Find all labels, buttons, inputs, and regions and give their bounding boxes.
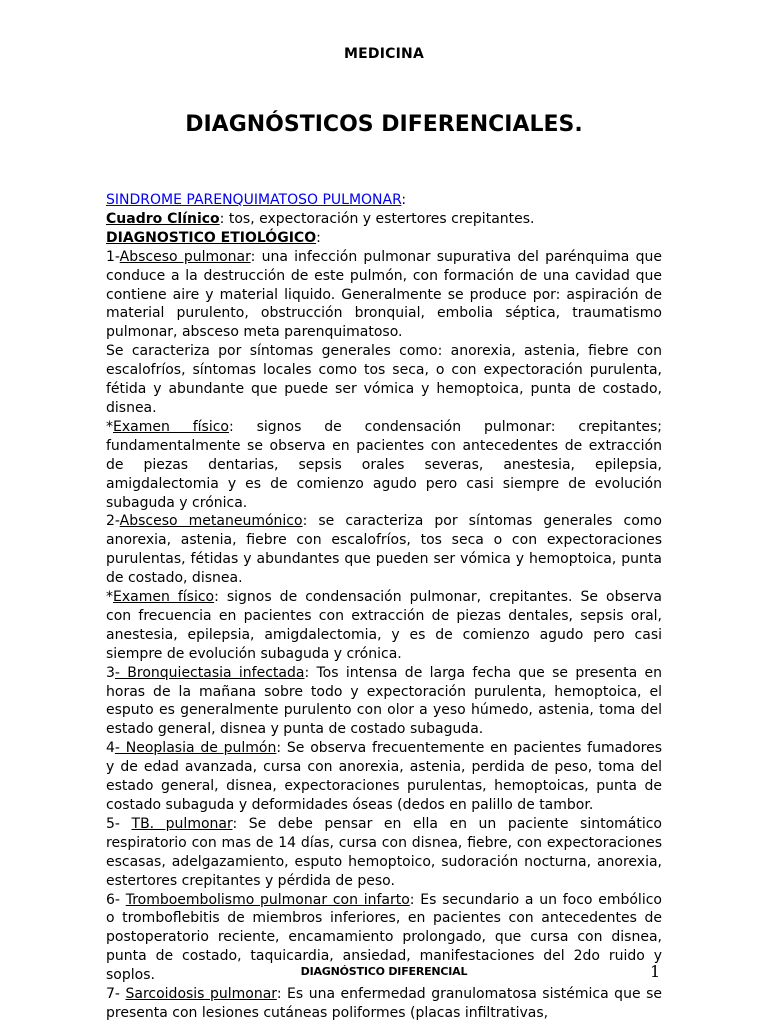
item-text: : Es una enfermedad granulomatosa sistémica que se presenta con lesiones cutáneas poliformes (placas infiltrativas, <box>106 986 662 1021</box>
document-body <box>106 191 662 1023</box>
section-heading <box>106 191 662 210</box>
item-prefix: 6- <box>106 891 126 908</box>
diagnostico-etiologico-suffix: : <box>316 229 321 246</box>
item-prefix: 4 <box>106 740 115 757</box>
item-term: Absceso pulmonar <box>119 248 251 265</box>
item-absceso-metaneumonico <box>106 512 662 588</box>
item-term: - Bronquiectasia infectada <box>114 664 305 681</box>
item-bronquiectasia <box>106 664 662 740</box>
item-text: : una infección pulmonar supurativa del parénquima que conduce a la destrucción de este pulmón, con formación de una cavidad que contiene aire y material liquido. Generalmente se produce por: aspiración de material purulento, obstrucción bronquial, embolia séptica, traumatismo pulmonar, absceso meta parenquimatoso. <box>106 248 662 341</box>
item-absceso-pulmonar <box>106 248 662 343</box>
item-tb-pulmonar <box>106 815 662 891</box>
item-neoplasia <box>106 739 662 815</box>
item-prefix: 5- <box>106 815 132 832</box>
document-header: MEDICINA <box>344 46 424 62</box>
item-term: Tromboembolismo pulmonar con infarto <box>125 891 410 908</box>
item-prefix: 3 <box>106 664 115 681</box>
item-absceso-pulmonar-sintomas: Se caracteriza por síntomas generales como: anorexia, astenia, fiebre con escalofríos, síntomas locales como tos seca, o con expectoración purulenta, fétida y abundante que puede ser vómica y hemoptoica, punta de costado, disnea. <box>106 343 662 416</box>
item-prefix: 2- <box>106 513 120 530</box>
item-prefix: 1- <box>106 248 120 265</box>
examen-prefix: * <box>106 418 113 435</box>
cuadro-clinico-label: Cuadro Clínico <box>106 210 220 227</box>
item-text: : Tos intensa de larga fecha que se presenta en horas de la mañana sobre todo y expectoración purulenta, hemoptoica, el esputo es generalmente purulento con olor a yeso húmedo, astenia, toma del estado general, disnea y punta de costado subaguda. <box>106 664 662 738</box>
item-text: : Es secundario a un foco embólico o tromboflebitis de miembros inferiores, en pacientes con antecedentes de postoperatorio reciente, encamamiento prolongado, que cursa con disnea, punta de costado, taquicardia, ansiedad, manifestaciones del 2do ruido y soplos. <box>106 891 662 984</box>
item-text: : Se observa frecuentemente en pacientes fumadores y de edad avanzada, cursa con anorexia, astenia, perdida de peso, toma del estado general, disnea, expectoraciones purulentas, hemoptoicas, punta de costado subaguda y deformidades óseas (dedos en palillo de tambor. <box>106 740 662 813</box>
cuadro-clinico-text: : tos, expectoración y estertores crepitantes. <box>219 210 535 227</box>
page-number: 1 <box>650 962 661 981</box>
item-term: TB. pulmonar <box>131 815 233 832</box>
cuadro-clinico-line <box>106 210 662 229</box>
item-term: - Neoplasia de pulmón <box>114 740 277 757</box>
examen-text: : signos de condensación pulmonar: crepitantes; fundamentalmente se observa en pacientes con antecedentes de extracción de piezas dentarias, sepsis orales severas, anestesia, epilepsia, amigdalectomia y es de comienzo agudo pero casi siempre de evolución subaguda y crónica. <box>106 418 662 511</box>
section-heading-suffix: : <box>401 192 407 208</box>
item-text: : Se debe pensar en ella en un paciente sintomático respiratorio con mas de 14 días, cursa con disnea, fiebre, con expectoraciones escasas, adelgazamiento, esputo hemoptoico, sudoración nocturna, anorexia, estertores crepitantes y pérdida de peso. <box>106 815 662 889</box>
item-term: Sarcoidosis pulmonar <box>125 986 277 1003</box>
item-text: : se caracteriza por síntomas generales como anorexia, astenia, fiebre con escalofríos, tos seca o con expectoraciones purulentas, fétidas y abundantes que pueden ser vómica y hemoptoica, punta de costado, disnea. <box>106 513 662 587</box>
item-prefix: 7- <box>106 986 126 1003</box>
examen-label: Examen físico <box>113 589 215 606</box>
diagnostico-etiologico-label: DIAGNOSTICO ETIOLÓGICO <box>106 229 317 246</box>
footer-label: DIAGNÓSTICO DIFERENCIAL <box>300 965 468 978</box>
section-heading-link[interactable]: SINDROME PARENQUIMATOSO PULMONAR <box>106 192 402 208</box>
examen-prefix: * <box>106 589 113 606</box>
item-sarcoidosis <box>106 985 662 1023</box>
examen-text: : signos de condensación pulmonar, crepitantes. Se observa con frecuencia en pacientes con extracción de piezas dentales, sepsis oral, anestesia, epilepsia, amigdalectomia, y es de comienzo agudo pero casi siempre de evolución subaguda y crónica. <box>106 589 662 662</box>
item-absceso-metaneumonico-examen <box>106 588 662 664</box>
page-title: DIAGNÓSTICOS DIFERENCIALES. <box>185 112 583 137</box>
examen-label: Examen físico <box>113 418 229 435</box>
item-term: Absceso metaneumónico <box>119 513 303 530</box>
diagnostico-etiologico-heading <box>106 229 662 248</box>
item-absceso-pulmonar-examen <box>106 418 662 513</box>
